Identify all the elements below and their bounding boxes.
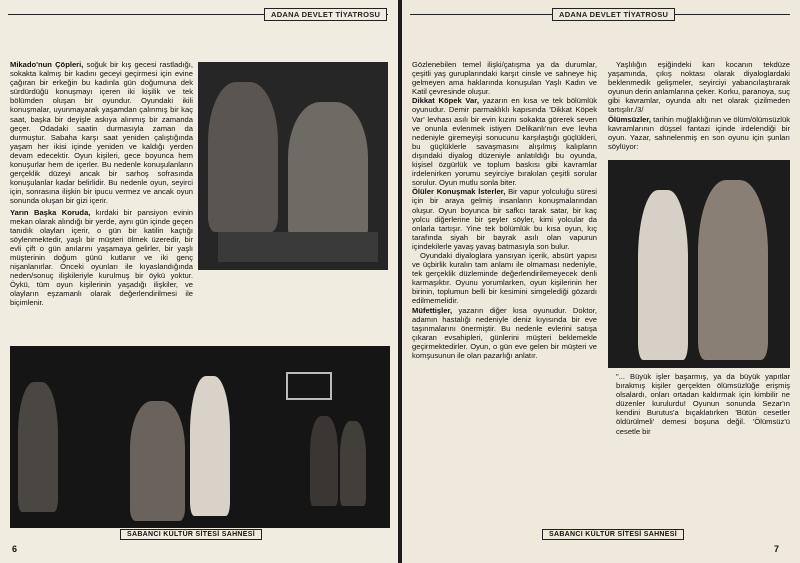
footer-label-right: SABANCI KÜLTÜR SİTESİ SAHNESİ <box>542 529 684 540</box>
actor-figure <box>310 416 338 506</box>
mufettis-paragraph <box>412 306 597 361</box>
left-page <box>0 0 398 563</box>
right-text-column-3 <box>608 372 790 436</box>
oluler-paragraph <box>412 187 597 251</box>
actor-figure <box>130 401 185 521</box>
page-number-right: 7 <box>774 544 780 554</box>
mikado-paragraph <box>10 60 193 206</box>
right-text-column-1 <box>412 60 597 360</box>
photo-olumsuzler <box>608 160 790 368</box>
running-title-left: ADANA DEVLET TİYATROSU <box>264 8 387 21</box>
right-page <box>402 0 800 563</box>
mikado-title: Mikado'nun Çöpleri, <box>10 60 84 69</box>
yarin-text: kırdaki bir pansiyon evinin mekan olarak alındığı bir yerde, aynı gün içinde geçen tanıdık olayları içerir, o gün bir katilin kaçtığı söylenmektedir, yaşlı bir müşteri ölmek üzeredir, bir evli çift o gün anılarını yaşamaya gelirler, bir yaşlı müşterinin doğum günü kutlanır ve iki genç nişanlanırlar. Önceki oyunları ile kıyaslandığında neden/sonuç ilişkileriyle kurulmuş bir öykü yoktur. Öykü, tüm oyun kişilerinin yaşadığı ilişkiler, ve olayların eşzamanlı olarak değerlendirilmesi ile biçimlenir. <box>10 207 194 308</box>
olumsuz-text: tarihin muğlaklığının ve ölüm/ölümsüzlük kavramlarının düşsel fantazi içinde irdelendiği bir oyun. Yazar, sahnelenmiş en son oyunu için şunları söylüyor: <box>608 114 790 151</box>
table-prop <box>218 232 378 262</box>
mikado-text: soğuk bir kış gecesi rastladığı, sokakta kalmış bir kadını geceyi geçirmesi için evine çağıran bir erkeğin bu kadınla gün doğumuna dek sürdürdüğü konuşmayı içeren iki kişilik ve tek bölümden oluşan bir oyundur. Oyundaki ikili konuşmalar, uyunmayarak yaşamdan çalınmış bir kaç saat, başka bir deyişle askıya alınmış bir zamanda geçer. Odadaki saatin durmasıyla zaman da durmuştur. Sabaha karşı saat yeniden çalıştığında yaşam her ikisi içinde yeniden ve kaldığı yerden devam edecektir. Oyun kişileri, gece boyunca hem konuşurlar hem de içerler. Bu nedenle konuşulanların gerçeklik düzeyi ancak bir sarhoş sofrasında konuşulanlar kadar belirlidir. Bu nedenle oyun, seyirci için, sonrasına ilişkin bir ipucu vermez ve ancak oyun sonunda oluşan bir gizi içerir. <box>10 60 193 206</box>
olumsuz-paragraph <box>608 115 790 151</box>
actor-figure <box>288 102 368 242</box>
photo-stage-scene <box>10 346 390 528</box>
page-number-left: 6 <box>12 544 18 554</box>
dikkat-text: yazarın en kısa ve tek bölümlük oyunudur. Demir parmaklıklı kapısında 'Dikkat Köpek Var' levhası asılı bir evin kızını sokakta görerek seven ve onunla evlenmek istiyen Delikanlı'nın eve levha nedeniyle giremeyişi sonucunu karşılaştığı güçlükleri, bu güçlüklerle savaşmasını alışılmış kalıpların dışındaki diyalog düzeniyle anlatıldığı bu oyunda, kişisel özgürlük ve toplum baskısı gibi kavramlar irdelenirken yorumu seyirciye bırakılan çeşitli sorular sorulur. Oyun mutlu sonla biter. <box>412 96 597 188</box>
oluler-title: Ölüler Konuşmak İsterler, <box>412 187 506 197</box>
actor-figure <box>340 421 366 506</box>
footer-label-left: SABANCI KÜLTÜR SİTESİ SAHNESİ <box>120 529 262 540</box>
actor-figure <box>18 382 58 512</box>
actor-figure <box>638 190 688 360</box>
mufettis-title: Müfettişler, <box>412 305 453 315</box>
running-title-right: ADANA DEVLET TİYATROSU <box>552 8 675 21</box>
actor-figure <box>208 82 278 232</box>
mufettis-text: yazarın diğer kısa oyunudur. Doktor, adamın hastalığı nedeniyle deniz kıyısında bir eve taşınmalarını önermiştir. Bu nedenle evlerini satışa çıkaran evsahipleri, günlerini müşteri beklemekle geçirmektedirler. Oyun, o gün eve gelen bir müşteri ve komşusunun ile olan pazarlığı anlatır. <box>412 305 597 360</box>
left-text-column <box>10 60 193 308</box>
yarin-title: Yarın Başka Koruda, <box>10 207 91 217</box>
diyalog-paragraph: Oyundaki diyaloglara yansıyan içerik, absürt yapısı ve üçbirlik kuralın tam anlamı ile olmaması nedeniyle, tek gerçeklik düzleminde değerlendirilemeyecek denli karmaşıktır. Oyunu yorumlarken, oyun kişilerinin her birinin, toplumun belli bir kesimini simgelediği gözardı edilmemelidir. <box>412 250 597 306</box>
photo-two-actors <box>198 62 388 270</box>
olumsuz-title: Ölümsüzler, <box>608 114 652 124</box>
oluler-text: Bir vapur yolculuğu süresi için bir araya gelmiş insanların konuşmalarından oluşur. Oyun boyunca bir safkcı tarak satar, bir kaç yolcu diğerlerine bir şeyler söyler, kimi yolcular da onlarla tartışır. Yine tek bölümlük bu kısa oyun, kıç tarafında siyah bir bayrak asılı olan vapurun içindekilerle yavaş yavaş batmasıyla son bulur. <box>412 187 597 251</box>
yasli-paragraph: Yaşlılığın eşiğindeki karı kocanın tekdüze yaşamında, çıkış noktası olarak diyaloglardaki beklenmedik gelişmeler, seyirciyi yabancılaştırarak oyunun derin anlamlarına çeker. Korku, paranoya, suç gibi kavramlar, oyunda altı net olarak çizilmeden tartışılır./3/ <box>608 60 790 115</box>
quote-paragraph: "... Büyük işler başarmış, ya da büyük yapıtlar bırakmış kişiler gerçekten ölümsüzlüğe erişmiş olsalardı, onları ortadan kaldırmak için kimbilir ne düzenler kurulurdu! Oyunun sonunda Sezar'ın kendini Burutus'a bıçaklatırken 'Bütün cesetler öldürülmeli' demesi boşuna değil. 'Ölümsüz'ü cesetle bir <box>616 372 790 436</box>
dikkat-title: Dikkat Köpek Var, <box>412 96 479 106</box>
dikkat-paragraph <box>412 96 597 187</box>
right-text-column-2 <box>608 60 790 151</box>
actor-figure <box>698 180 768 360</box>
intro-paragraph: Gözlenebilen temel ilişki/çatışma ya da durumlar, çeşitli yaş guruplarındaki karşıt cinsle ve sahneye hiç gelmeyen ama haklarında konuşulan Yaşlı Kadın ve Katil çevresinde oluşur. <box>412 60 597 97</box>
actor-figure <box>190 376 230 516</box>
window-frame <box>286 372 332 400</box>
yarin-paragraph <box>10 208 193 308</box>
